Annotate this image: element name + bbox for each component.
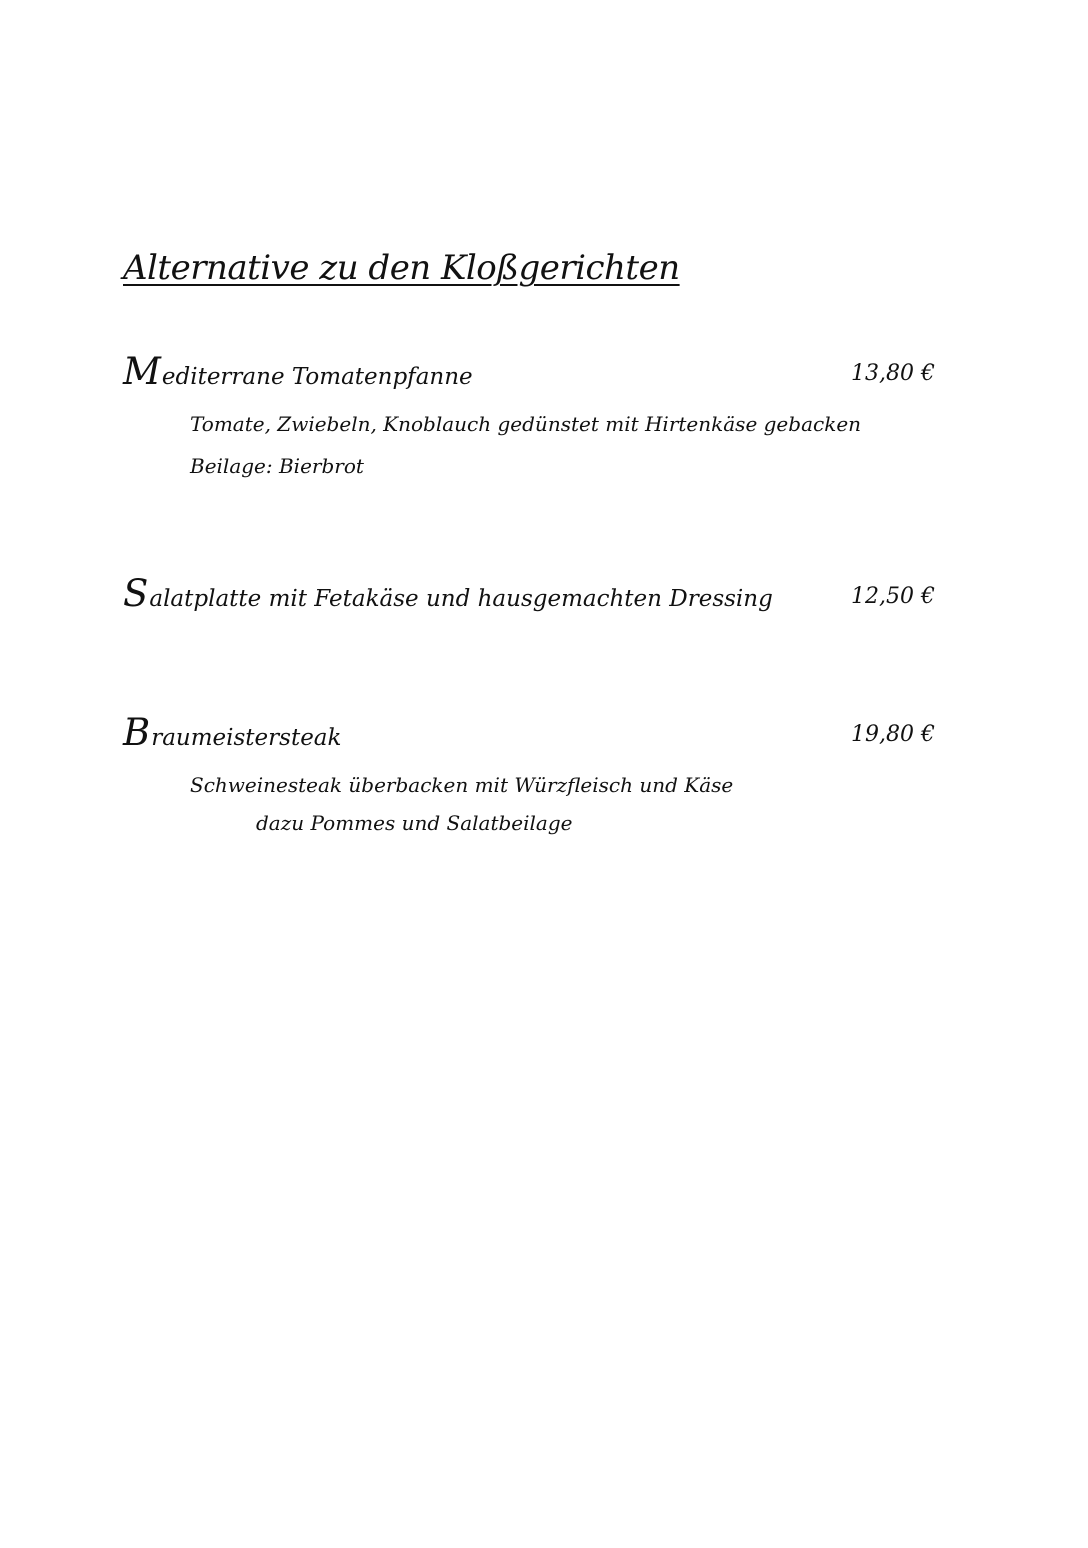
dish-side-dish-line: Beilage: Bierbrot xyxy=(190,454,364,478)
dish-name-text: alatplatte mit Fetakäse und hausgemachten Dressing xyxy=(149,586,773,612)
dish-name-braumeistersteak xyxy=(123,711,341,754)
page-title: Alternative zu den Kloßgerichten xyxy=(123,248,680,288)
dish-price: 19,80 € xyxy=(851,722,935,747)
dish-name-salatplatte xyxy=(123,572,773,615)
dish-name-text: editerrane Tomatenpfanne xyxy=(161,364,473,390)
dish-name-text: raumeistersteak xyxy=(151,725,342,751)
dish-description-line: Schweinesteak überbacken mit Würzfleisch und Käse xyxy=(190,773,734,797)
dish-initial: S xyxy=(123,572,149,615)
dish-price: 12,50 € xyxy=(851,584,935,609)
dish-name-tomatenpfanne xyxy=(123,350,473,393)
dish-description-line: Tomate, Zwiebeln, Knoblauch gedünstet mit Hirtenkäse gebacken xyxy=(190,412,862,436)
dish-initial: M xyxy=(123,350,161,393)
dish-side-dish-line: dazu Pommes und Salatbeilage xyxy=(256,811,573,835)
dish-initial: B xyxy=(123,711,151,754)
dish-price: 13,80 € xyxy=(851,361,935,386)
